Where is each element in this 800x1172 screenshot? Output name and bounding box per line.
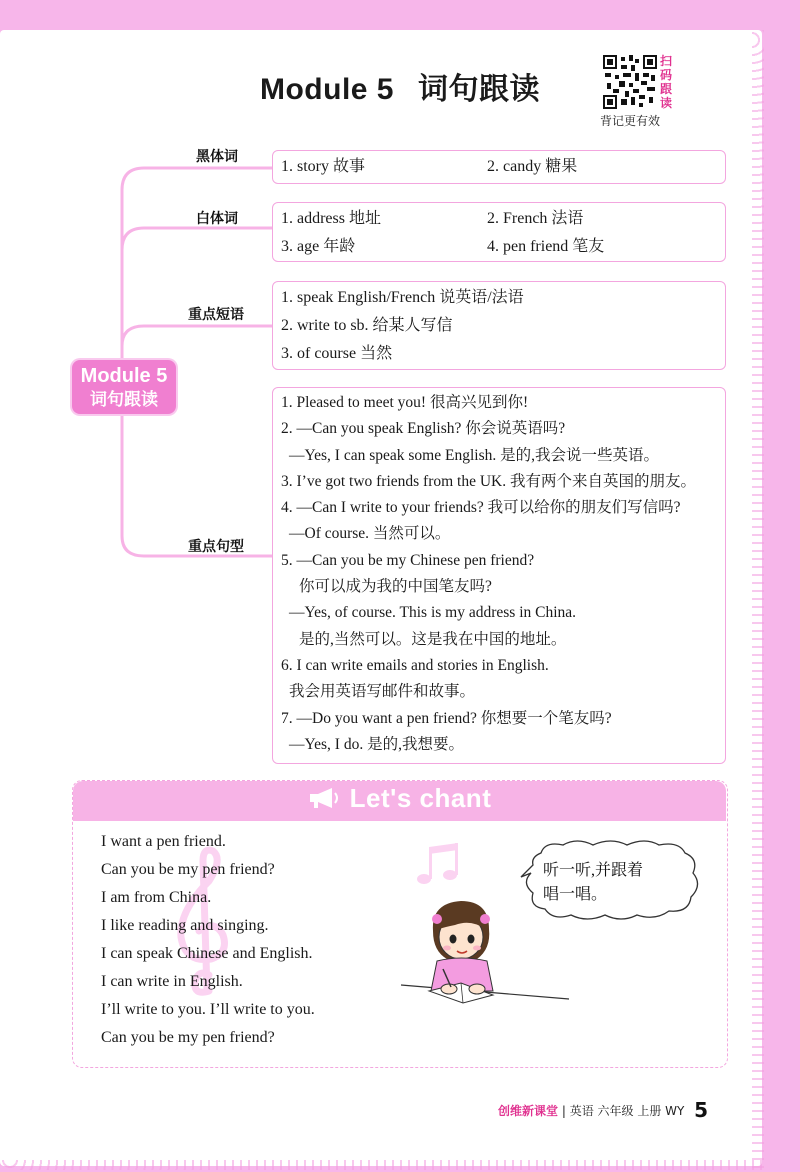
category-sentences: 重点句型 xyxy=(188,539,244,555)
chant-title: Let's chant xyxy=(73,783,726,814)
lyric-line: I can speak Chinese and English. xyxy=(101,945,313,962)
page-number: 5 xyxy=(694,1098,709,1122)
wavy-border-bottom xyxy=(0,1160,762,1170)
phrases-box xyxy=(272,281,726,370)
lyric-line: I’ll write to you. I’ll write to you. xyxy=(101,1001,315,1018)
white-words-box xyxy=(272,202,726,262)
word-item: 1. address 地址 xyxy=(281,210,381,227)
category-phrases: 重点短语 xyxy=(188,307,244,323)
footer-brand: 创维新课堂 xyxy=(498,1104,559,1118)
sentence-item: 5. —Can you be my Chinese pen friend? xyxy=(281,551,535,569)
category-bold-words: 黑体词 xyxy=(196,149,238,165)
sentence-item: 6. I can write emails and stories in English. xyxy=(281,656,549,674)
module-badge: Module 5 词句跟读 xyxy=(72,360,176,414)
sentence-item: —Yes, of course. This is my address in China. xyxy=(289,604,577,622)
lyric-line: Can you be my pen friend? xyxy=(101,861,275,878)
footer-info: | 英语 六年级 上册 WY xyxy=(561,1104,685,1118)
sentence-item: 1. Pleased to meet you! 很高兴见到你! xyxy=(281,394,529,411)
speech-bubble-text: 听一听,并跟着 唱一唱。 xyxy=(543,862,644,903)
lyric-line: I can write in English. xyxy=(101,973,243,990)
qr-caption: 背记更有效 xyxy=(600,114,661,128)
lyric-line: I am from China. xyxy=(101,889,212,906)
bold-words-box xyxy=(272,150,726,184)
sentences-box xyxy=(272,387,726,764)
chant-lyrics xyxy=(101,828,315,1052)
music-note-icon xyxy=(415,841,461,887)
lyric-line: Can you be my pen friend? xyxy=(101,1029,275,1046)
word-item: 3. age 年龄 xyxy=(281,238,356,255)
girl-writing-illustration xyxy=(393,899,573,1029)
lyric-line: I like reading and singing. xyxy=(101,917,269,934)
page-title-en: Module 5 xyxy=(259,73,394,106)
sentence-item: 我会用英语写邮件和故事。 xyxy=(289,683,476,701)
page-title-zh: 词句跟读 xyxy=(418,73,540,106)
word-item: 2. French 法语 xyxy=(487,210,584,227)
sentence-item: 3. I’ve got two friends from the UK. 我有两个来自英国的朋友。 xyxy=(281,472,697,490)
phrase-item: 2. write to sb. 给某人写信 xyxy=(281,317,453,334)
sentence-item: —Yes, I can speak some English. 是的,我会说一些英语。 xyxy=(289,446,659,464)
word-item: 4. pen friend 笔友 xyxy=(487,238,605,255)
page-title xyxy=(0,64,800,108)
chant-section xyxy=(72,780,728,1068)
megaphone-icon xyxy=(308,787,340,809)
wavy-border-right xyxy=(752,30,764,1170)
qr-side-label: 扫 码 跟 读 xyxy=(660,54,673,110)
sentence-item: —Yes, I do. 是的,我想要。 xyxy=(289,735,464,753)
lyric-line: I want a pen friend. xyxy=(101,833,226,850)
sentence-item: —Of course. 当然可以。 xyxy=(289,525,451,543)
sentence-item: 4. —Can I write to your friends? 我可以给你的朋友们写信吗? xyxy=(281,499,681,517)
category-white-words: 白体词 xyxy=(196,211,238,227)
phrase-item: 3. of course 当然 xyxy=(281,345,393,362)
page-footer xyxy=(498,1098,738,1122)
sentence-item: 7. —Do you want a pen friend? 你想要一个笔友吗? xyxy=(281,709,612,727)
word-item: 1. story 故事 xyxy=(281,158,366,175)
word-item: 2. candy 糖果 xyxy=(487,158,578,175)
qr-code-icon[interactable] xyxy=(603,55,657,109)
sentence-item: 2. —Can you speak English? 你会说英语吗? xyxy=(281,420,566,438)
phrase-item: 1. speak English/French 说英语/法语 xyxy=(281,289,524,306)
sentence-item: 你可以成为我的中国笔友吗? xyxy=(299,578,492,596)
sentence-item: 是的,当然可以。这是我在中国的地址。 xyxy=(299,630,567,648)
